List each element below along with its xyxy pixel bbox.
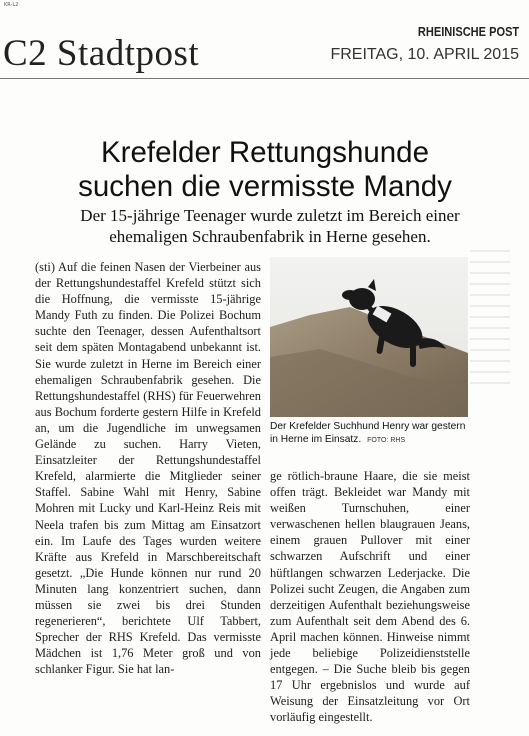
newspaper-name: RHEINISCHE POST	[417, 24, 519, 39]
page-code: KR-L2	[4, 2, 19, 8]
headline-line-1: Krefelder Rettungshunde	[100, 136, 429, 169]
header-rule	[0, 78, 529, 79]
bleed-through-texture	[470, 250, 510, 390]
dog-photo-illustration	[270, 257, 468, 417]
article-headline	[30, 136, 500, 204]
issue-date: FREITAG, 10. APRIL 2015	[330, 46, 519, 63]
article-column-2: ge rötlich-braune Haare, die sie meist offen trägt. Bekleidet war Mandy mit weißen Turnschuhen, einer verwaschenen hellen blaugrauen Jeans, einem grauen Pullover mit einer schwarzen Aufschrift und einer hüftlangen schwarzen Lederjacke. Die Polizei sucht Zeugen, die Angaben zum derzeitigen Aufenthalt beziehungsweise zum Aufenthalt seit dem Abend des 6. April machen können. Hinweise nimmt jede beliebige Polizeidienststelle entgegen. – Die Suche bleib bis gegen 17 Uhr ergebnislos und wurde auf Weisung der Einsatzleitung vor Ort vorläufig eingestellt.	[270, 469, 470, 725]
photo-credit: FOTO: RHS	[367, 437, 406, 444]
article-column-1: (sti) Auf die feinen Nasen der Vierbeiner aus der Rettungshundestaffel Krefeld stützt sich die Hoffnung, die vermisste 15-jährige Mandy Futh zu finden. Die Polizei Bochum suchte den Teenager, dessen Aufenthaltsort seit dem späten Montagabend unbekannt ist. Sie wurde zuletzt in Herne im Bereich einer ehemaligen Schraubenfabrik gesehen. Die Rettungshundestaffel (RHS) für Feuerwehren aus Bochum forderte gestern Hilfe in Krefeld an, um die Jugendliche im unwegsamen Gelände zu suchen. Harry Vieten, Einsatzleiter der Rettungshundestaffel Krefeld, alarmierte die Mitglieder seiner Staffel. Sabine Wahl mit Henry, Sabine Mohren mit Lucky und Karl-Heinz Reis mit Neela trafen bis zum Mittag am Einsatzort ein. Im Laufe des Tages wurden weitere Kräfte aus Krefeld in Marschbereitschaft gesetzt. „Die Hunde können nur rund 20 Minuten lang konzentriert suchen, dann müssen sie zwei bis drei Stunden regenerieren“, berichtete Ulf Tabbert, Sprecher der RHS Krefeld. Das vermisste Mädchen ist 1,76 Meter groß und von schlanker Figur. Sie hat lan-	[35, 260, 261, 677]
caption-text: Der Krefelder Suchhund Henry war gestern in Herne im Einsatz.	[270, 421, 466, 445]
photo-caption	[270, 420, 470, 447]
section-title: C2 Stadtpost	[3, 33, 200, 74]
headline-line-2: suchen die vermisste Mandy	[78, 170, 452, 203]
page-header	[0, 20, 529, 76]
article-subtitle: Der 15-jährige Teenager wurde zuletzt im Bereich einer ehemaligen Schraubenfabrik in Herne gesehen.	[80, 206, 460, 246]
dog-photo	[270, 257, 468, 417]
